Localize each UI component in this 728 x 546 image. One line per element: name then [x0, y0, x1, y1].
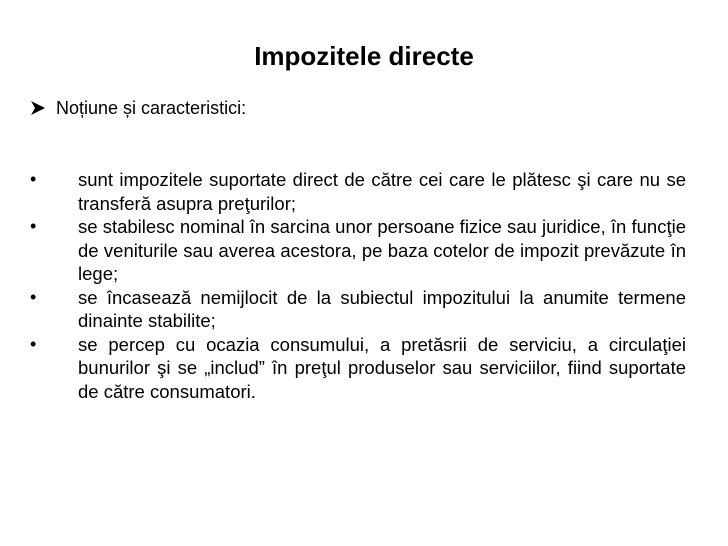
bullet-dot: • [30, 333, 37, 354]
bullet-list [30, 168, 686, 403]
bullet-text: se încasează nemijlocit de la subiectul impozitului la anumite termene dinainte stabilite; [78, 286, 686, 331]
list-item [30, 168, 686, 215]
arrow-bullet-icon [30, 100, 46, 116]
bullet-dot: • [30, 216, 37, 236]
subtitle-text: Noțiune și caracteristici: [56, 98, 247, 118]
slide-title: Impozitele directe [254, 41, 474, 71]
bullet-text: sunt impozitele suportate direct de către cei care le plătesc şi care nu se transferă asupra preţurilor; [78, 169, 686, 214]
subtitle-line [30, 96, 246, 120]
list-item [30, 215, 686, 286]
list-item [30, 286, 686, 333]
list-item [30, 333, 686, 404]
bullet-dot: • [30, 169, 37, 189]
bullet-text: se percep cu ocazia consumului, a pretăsrii de serviciu, a circulaţiei bunurilor şi se „includ” în preţul produselor sau serviciilor, fiind suportate de către consumatori. [78, 333, 686, 402]
bullet-text: se stabilesc nominal în sarcina unor persoane fizice sau juridice, în funcţie de veniturile sau averea acestora, pe baza cotelor de impozit prevăzute în lege; [78, 216, 686, 284]
bullet-dot: • [30, 286, 37, 307]
